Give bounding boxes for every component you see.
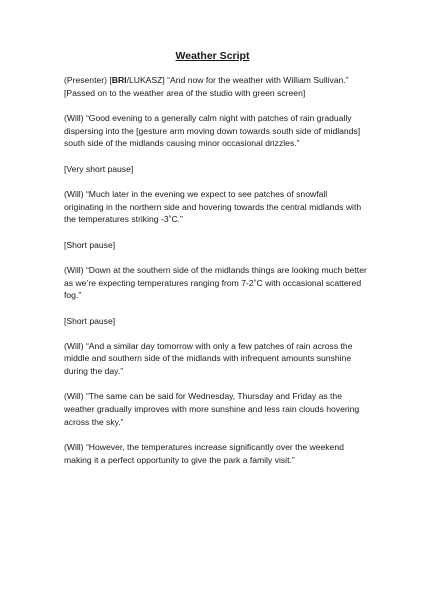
pause-direction: [Short pause]	[64, 239, 116, 250]
pause-direction: [Very short pause]	[64, 163, 134, 174]
script-paragraph: (Will) “Good evening to a generally calm night with patches of rain gradually dispersing into the [gesture arm moving down towards south side of midlands] south side of the midlands causing minor occasional drizzles.”	[64, 112, 361, 149]
presenter-name-bold: BRI	[111, 75, 127, 85]
script-paragraph: (Will) “Down at the southern side of the midlands things are looking much better as we’re expecting temperatures ranging from 7-2˚C with occasional scattered fog.”	[64, 264, 367, 301]
presenter-line-post: /LUKASZ] “And now for the weather with William Sullivan.”	[126, 75, 349, 85]
script-paragraph: (Will) “The same can be said for Wednesday, Thursday and Friday as the weather gradually improves with more sunshine and less rain clouds hovering across the sky.”	[64, 391, 360, 427]
presenter-intro-block	[64, 74, 369, 99]
stage-direction: [Passed on to the weather area of the studio with green screen]	[64, 87, 306, 98]
presenter-line	[64, 74, 369, 87]
script-body	[64, 74, 369, 479]
pause-direction: [Short pause]	[64, 315, 116, 326]
script-paragraph: (Will) “And a similar day tomorrow with only a few patches of rain across the middle and southern side of the midlands with infrequent amounts sunshine during the day.”	[64, 340, 353, 377]
script-paragraph: (Will) “However, the temperatures increase significantly over the weekend making it a perfect opportunity to give the park a family visit.”	[64, 442, 344, 465]
presenter-line-pre: (Presenter) [	[64, 75, 112, 85]
page-title: Weather Script	[175, 50, 250, 62]
script-paragraph: (Will) “Much later in the evening we expect to see patches of snowfall originating in the northern side and hovering towards the central midlands with the temperatures striking -3˚C.”	[64, 188, 362, 225]
